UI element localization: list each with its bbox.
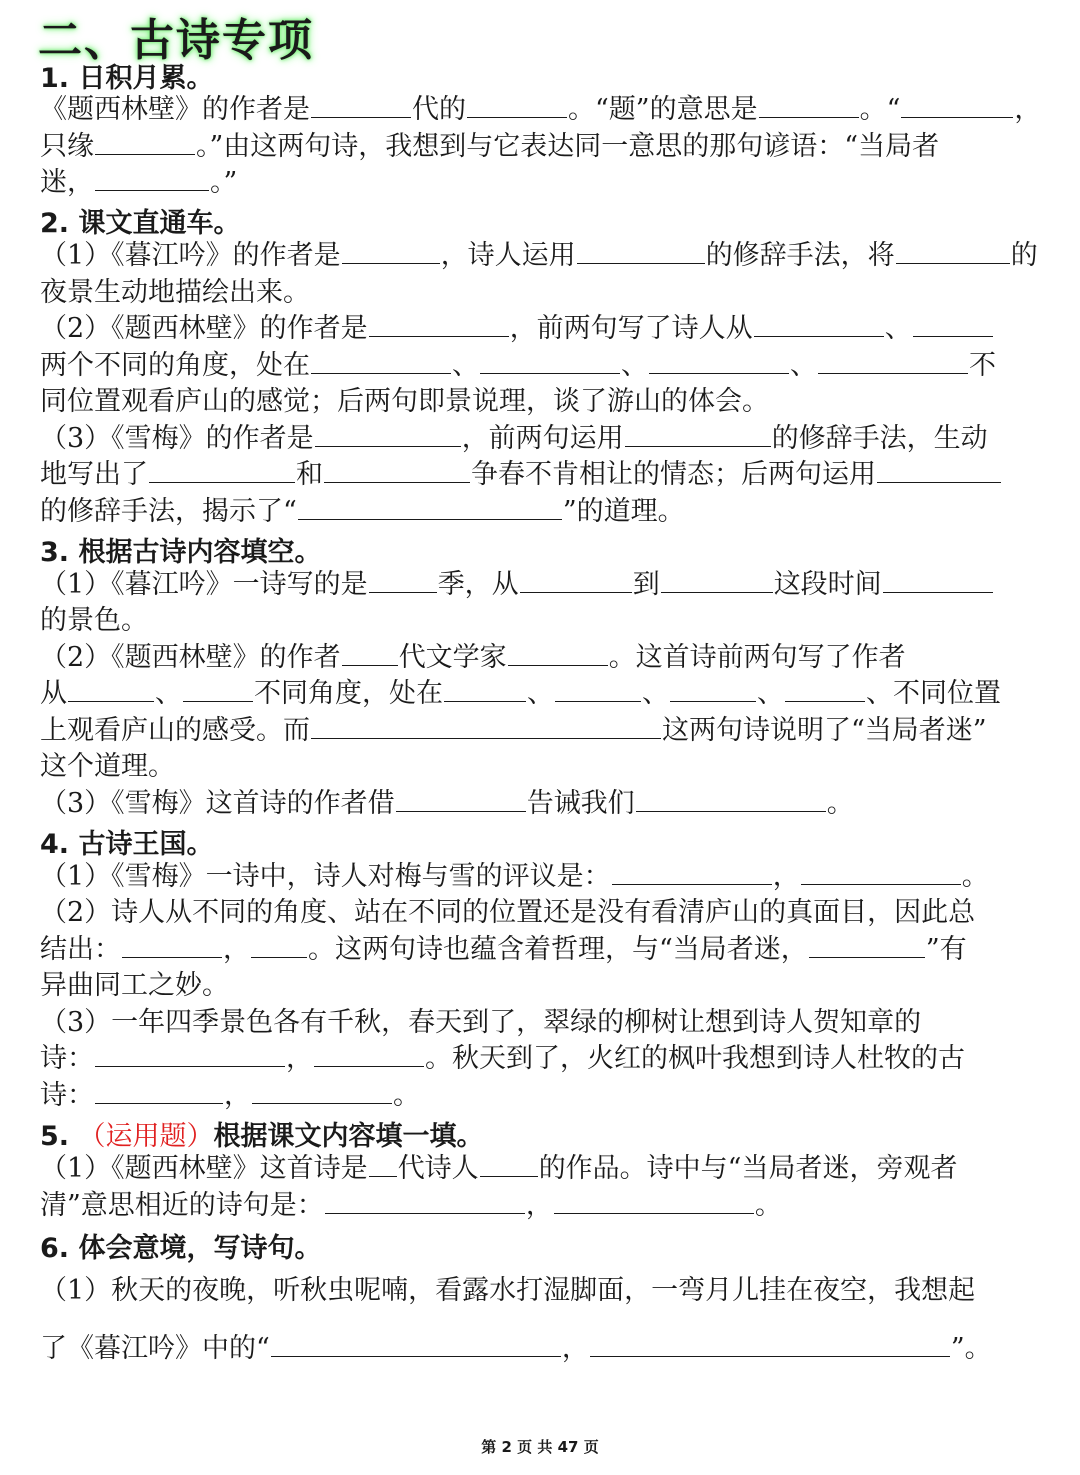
s2-line-4: 两个不同的角度，处在 、 、 、 不 [40,350,996,381]
blank[interactable] [801,860,961,885]
blank[interactable] [314,1042,424,1067]
blank[interactable] [95,130,195,155]
s3-line-6: 这个道理。 [40,751,175,782]
blank[interactable] [369,1152,397,1177]
applied-question-tag: （运用题） [78,1121,214,1152]
s2-line-3: （2）《题西林壁》的作者是 ，前两句写了诗人从 、 [40,311,994,347]
blank[interactable] [325,1189,525,1214]
blank[interactable] [324,458,470,483]
s6-line-1: （1）秋天的夜晚，听秋虫呢喃，看露水打湿脚面，一弯月儿挂在夜空，我想起 [40,1275,976,1306]
blank[interactable] [520,568,632,593]
s5-line-1: （1）《题西林壁》这首诗是 代诗人 的作品。诗中与“当局者迷，旁观者 [40,1153,958,1184]
blank[interactable] [369,568,437,593]
blank[interactable] [508,641,608,666]
s2-line-2: 夜景生动地描绘出来。 [40,277,310,308]
blank[interactable] [95,1079,223,1104]
blank[interactable] [555,677,641,702]
blank[interactable] [883,568,993,593]
section-3-heading: 3. 根据古诗内容填空。 [40,537,322,568]
blank[interactable] [809,933,925,958]
blank[interactable] [636,787,826,812]
blank[interactable] [480,349,620,374]
blank[interactable] [369,312,509,337]
blank[interactable] [467,93,567,118]
s2-line-6: （3）《雪梅》的作者是 ，前两句运用 的修辞手法，生动 [40,423,988,454]
s6-line-2: 了《暮江吟》中的“ ， ”。 [40,1333,992,1364]
blank[interactable] [95,1042,285,1067]
blank[interactable] [649,349,789,374]
s4-line-6: 诗： ， 。秋天到了，火红的枫叶我想到诗人杜牧的古 [40,1043,965,1074]
s4-line-4: 异曲同工之妙。 [40,970,229,1001]
section-2-heading: 2. 课文直通车。 [40,208,241,239]
s2-line-5: 同位置观看庐山的感觉；后两句即景说理，谈了游山的体会。 [40,386,769,417]
blank[interactable] [896,239,1010,264]
section-4-heading: 4. 古诗王国。 [40,829,214,860]
blank[interactable] [625,422,771,447]
blank[interactable] [95,166,209,191]
blank[interactable] [311,714,661,739]
blank[interactable] [183,677,253,702]
blank[interactable] [315,422,461,447]
blank[interactable] [577,239,705,264]
blank[interactable] [554,1189,754,1214]
section-6-heading: 6. 体会意境，写诗句。 [40,1233,322,1264]
blank[interactable] [759,93,859,118]
s4-line-1: （1）《雪梅》一诗中，诗人对梅与雪的评议是： ， 。 [40,861,989,892]
blank[interactable] [785,677,865,702]
blank[interactable] [122,933,222,958]
section-1-heading: 1. 日积月累。 [40,63,214,94]
blank[interactable] [298,495,562,520]
s1-line-1: 《题西林壁》的作者是 代的 。“题”的意思是 。“ ， [40,94,1042,125]
s4-line-7: 诗： ， 。 [40,1080,420,1111]
blank[interactable] [612,860,772,885]
s3-line-2: 的景色。 [40,605,148,636]
s3-line-5: 上观看庐山的感受。而 这两句诗说明了“当局者迷” [40,715,987,746]
s5-line-2: 清”意思相近的诗句是： ， 。 [40,1190,782,1221]
s4-line-2: （2）诗人从不同的角度、站在不同的位置还是没有看清庐山的真面目，因此总 [40,897,976,928]
blank[interactable] [901,93,1013,118]
s4-line-3: 结出： ， 。这两句诗也蕴含着哲理，与“当局者迷， ”有 [40,934,967,965]
s2-line-7: 地写出了 和 争春不肯相让的情态；后两句运用 [40,457,1002,493]
blank[interactable] [311,349,451,374]
blank[interactable] [877,458,1001,483]
blank[interactable] [342,239,440,264]
section-5-heading: 5. （运用题）根据课文内容填一填。 [40,1121,484,1152]
s4-line-5: （3）一年四季景色各有千秋，春天到了，翠绿的柳树让想到诗人贺知章的 [40,1007,922,1038]
s3-line-3: （2）《题西林壁》的作者 代文学家 。这首诗前两句写了作者 [40,642,906,673]
blank[interactable] [670,677,756,702]
blank[interactable] [754,312,884,337]
blank[interactable] [251,933,307,958]
s1-line-2: 只缘 。”由这两句诗，我想到与它表达同一意思的那句谚语：“当局者 [40,131,940,162]
blank[interactable] [590,1332,950,1357]
blank[interactable] [68,677,154,702]
s2-line-8: 的修辞手法，揭示了“ ”的道理。 [40,496,685,527]
blank[interactable] [342,641,398,666]
blank[interactable] [271,1332,561,1357]
blank[interactable] [149,458,295,483]
blank[interactable] [444,677,526,702]
blank[interactable] [661,568,773,593]
s3-line-4: 从 、 不同角度，处在 、 、 、 、不同位置 [40,678,1001,709]
blank[interactable] [913,312,993,337]
s3-line-7: （3）《雪梅》这首诗的作者借 告诫我们 。 [40,788,854,819]
blank[interactable] [480,1152,538,1177]
s1-line-3: 迷， 。” [40,167,238,198]
blank[interactable] [311,93,411,118]
page-number: 第 2 页 共 47 页 [481,1438,599,1456]
page-title: 二、古诗专项 [38,15,314,66]
blank[interactable] [252,1079,392,1104]
blank[interactable] [396,787,526,812]
s2-line-1: （1）《暮江吟》的作者是 ，诗人运用 的修辞手法，将 的 [40,240,1038,271]
blank[interactable] [818,349,968,374]
s3-line-1: （1）《暮江吟》一诗写的是 季，从 到 这段时间 [40,567,994,603]
